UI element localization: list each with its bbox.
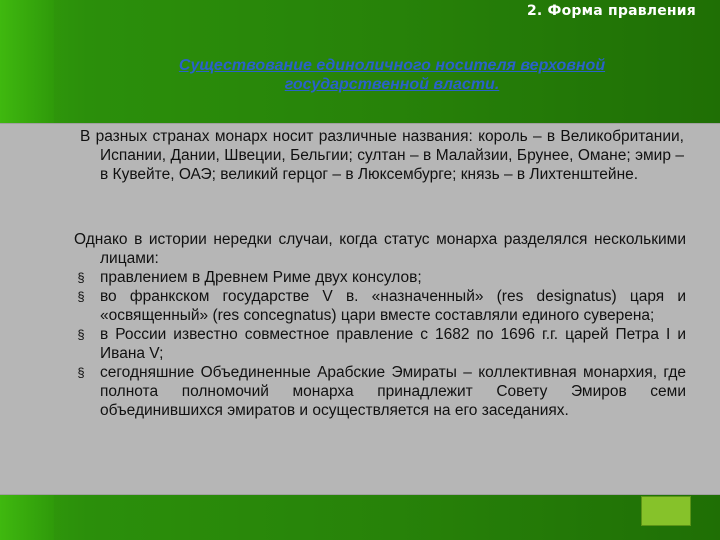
list-item bbox=[74, 287, 686, 325]
list-item bbox=[74, 363, 686, 420]
bullet-marker: § bbox=[77, 327, 85, 342]
bullet-marker: § bbox=[77, 289, 85, 304]
bullet-list bbox=[74, 268, 686, 420]
paragraph-shared-monarchy bbox=[74, 230, 686, 420]
content-panel bbox=[0, 123, 720, 495]
list-item-text: правлением в Древнем Риме двух консулов; bbox=[100, 269, 422, 286]
slide-header-title: 2. Форма правления bbox=[526, 3, 696, 19]
slide-nav-box[interactable] bbox=[641, 496, 691, 526]
bullet-marker: § bbox=[77, 365, 85, 380]
list-item bbox=[74, 325, 686, 363]
list-item-text: сегодняшние Объединенные Арабские Эмираты – коллективная монархия, где полнота полномочий монарха принадлежит Совету Эмиров семи объединившихся эмиратов и осуществляется на его заседаниях. bbox=[100, 364, 686, 419]
paragraph-monarch-titles bbox=[80, 127, 684, 184]
bullet-marker: § bbox=[77, 270, 85, 285]
paragraph-1-text: В разных странах монарх носит различные названия: король – в Великобритании, Испании, Дании, Швеции, Бельгии; султан – в Малайзии, Брунее, Омане; эмир – в Кувейте, ОАЭ; великий герцог – в Люксембурге; князь – в Лихтенштейне. bbox=[80, 128, 684, 183]
paragraph-2-intro: Однако в истории нередки случаи, когда статус монарха разделялся несколькими лицами: bbox=[74, 231, 686, 267]
list-item bbox=[74, 268, 686, 287]
list-item-text: во франкском государстве V в. «назначенный» (res designatus) царя и «освященный» (res concegnatus) цари вместе составляли единого суверена; bbox=[100, 288, 686, 324]
slide-subtitle: Существование единоличного носителя верховной государственной власти. bbox=[178, 57, 606, 93]
list-item-text: в России известно совместное правление с 1682 по 1696 г.г. царей Петра I и Ивана V; bbox=[100, 326, 686, 362]
